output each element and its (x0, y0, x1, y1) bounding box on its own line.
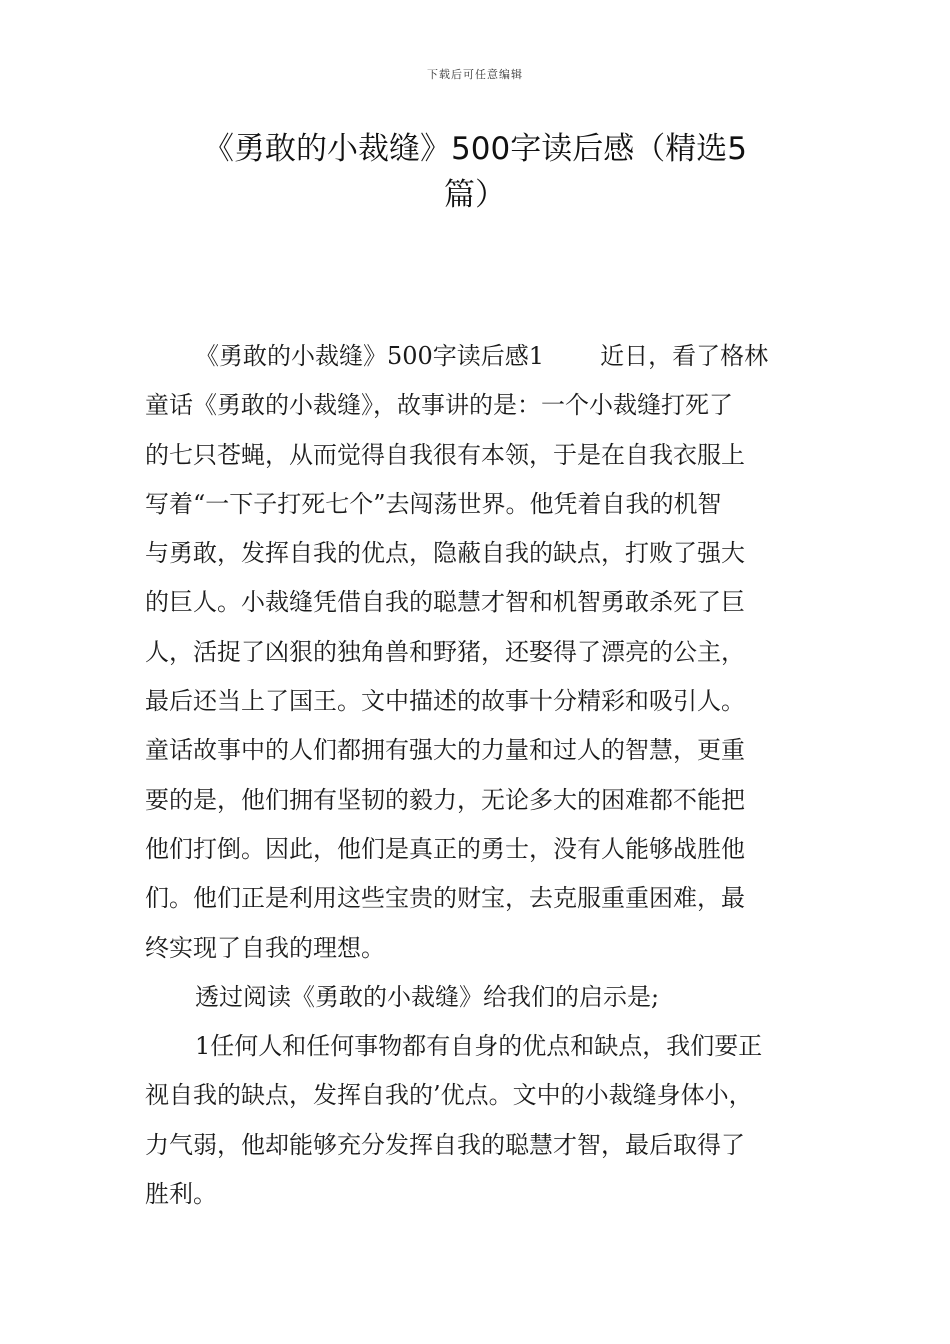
text-line: 人，活捉了凶狠的独角兽和野猪，还娶得了漂亮的公主， (145, 637, 745, 666)
text-line: 1任何人和任何事物都有自身的优点和缺点，我们要正 (195, 1032, 763, 1061)
page-title (100, 126, 850, 218)
title-line-2: 篇） (444, 177, 506, 213)
section-heading: 《勇敢的小裁缝》500字读后感1 (195, 342, 545, 370)
paragraph-2: 透过阅读《勇敢的小裁缝》给我们的启示是; (195, 982, 660, 1011)
text-line: 与勇敢，发挥自我的优点，隐蔽自我的缺点，打败了强大 (145, 539, 745, 568)
text-line: 最后还当上了国王。文中描述的故事十分精彩和吸引人。 (145, 687, 745, 716)
text-line: 视自我的缺点，发挥自我的’优点。文中的小裁缝身体小， (145, 1081, 753, 1110)
header-note: 下载后可任意编辑 (427, 68, 523, 81)
text-line: 的巨人。小裁缝凭借自我的聪慧才智和机智勇敢杀死了巨 (145, 588, 745, 617)
paragraph-1-first-line (145, 332, 825, 381)
text-line: 童话《勇敢的小裁缝》，故事讲的是：一个小裁缝打死了 (145, 391, 733, 420)
text-line: 近日，看了格林 (600, 342, 769, 370)
title-line-1: 《勇敢的小裁缝》500字读后感（精选5 (203, 131, 747, 167)
text-line: 童话故事中的人们都拥有强大的力量和过人的智慧，更重 (145, 736, 745, 765)
text-line: 的七只苍蝇，从而觉得自我很有本领，于是在自我衣服上 (145, 440, 745, 469)
text-line: 要的是，他们拥有坚韧的毅力，无论多大的困难都不能把 (145, 785, 745, 814)
text-line: 力气弱，他却能够充分发挥自我的聪慧才智，最后取得了 (145, 1130, 745, 1159)
text-line: 胜利。 (145, 1180, 217, 1209)
text-line: 终实现了自我的理想。 (145, 933, 385, 962)
text-line: 写着“一下子打死七个”去闯荡世界。他凭着自我的机智 (145, 489, 722, 518)
text-line: 们。他们正是利用这些宝贵的财宝，去克服重重困难，最 (145, 884, 745, 913)
text-line: 他们打倒。因此，他们是真正的勇士，没有人能够战胜他 (145, 834, 745, 863)
document-body (145, 332, 825, 1219)
